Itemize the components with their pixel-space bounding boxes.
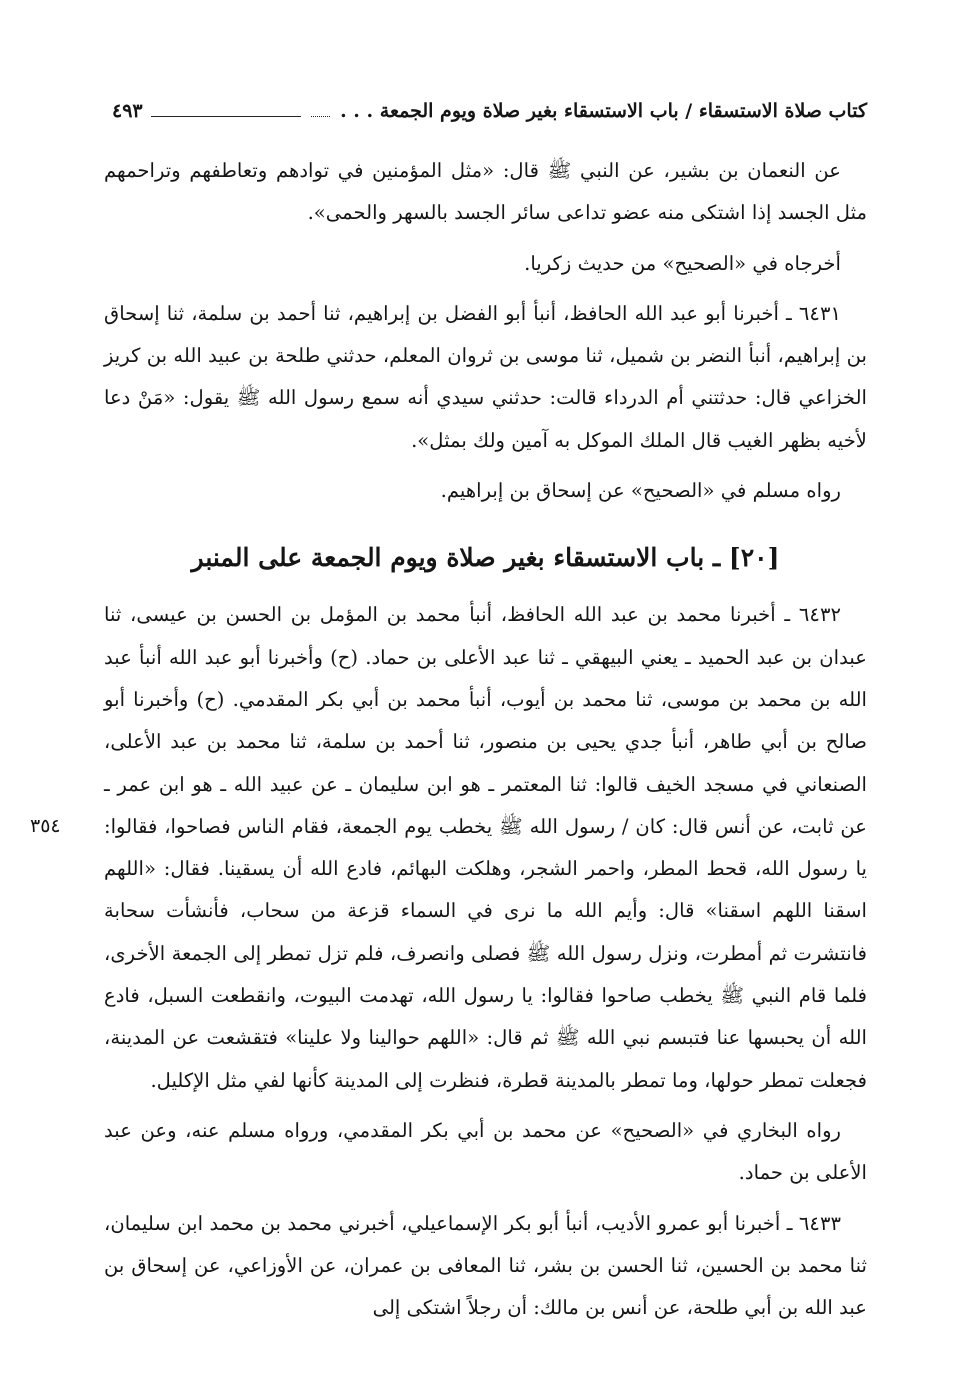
paragraph: أخرجاه في «الصحيح» من حديث زكريا. [524,251,841,275]
page-body [104,150,867,1337]
paragraph: ٦٤٣٣ ـ أخبرنا أبو عمرو الأديب، أنبأ أبو بكر الإسماعيلي، أخبرني محمد بن محمد ابن سليمان، ثنا محمد بن الحسين، ثنا الحسن بن بشر، ثنا المعافى بن عمران، عن الأوزاعي، عن إسحاق بن عبد الله بن أبي طلحة، عن أنس بن مالك: أن رجلاً اشتكى إلى [104,1211,867,1320]
paragraph: رواه مسلم في «الصحيح» عن إسحاق بن إبراهيم. [440,479,841,503]
page-number: ٤٩٣ [112,100,143,122]
paragraph: رواه البخاري في «الصحيح» عن محمد بن أبي بكر المقدمي، ورواه مسلم عنه، وعن عبد الأعلى بن حماد. [104,1118,867,1185]
paragraph: ٦٤٣١ ـ أخبرنا أبو عبد الله الحافظ، أنبأ أبو الفضل بن إبراهيم، ثنا أحمد بن سلمة، ثنا إسحاق بن إبراهيم، أنبأ النضر بن شميل، ثنا موسى بن ثروان المعلم، حدثني طلحة بن عبيد الله بن كريز الخزاعي قال: حدثتني أم الدرداء قالت: حدثني سيدي أنه سمع رسول الله ﷺ يقول: «مَنْ دعا لأخيه بظهر الغيب قال الملك الموكل به آمين ولك بمثل». [104,301,867,452]
paragraph: عن النعمان بن بشير، عن النبي ﷺ قال: «مثل المؤمنين في توادهم وتعاطفهم وتراحمهم مثل الجسد إذا اشتكى منه عضو تداعى سائر الجسد بالسهر والحمى». [104,159,867,225]
paragraph: ٦٤٣٢ ـ أخبرنا محمد بن عبد الله الحافظ، أنبأ محمد بن المؤمل بن الحسن بن عيسى، ثنا عبدان بن عبد الحميد ـ يعني البيهقي ـ ثنا عبد الأعلى بن حماد. (ح) وأخبرنا أبو عبد الله أنبأ عبد الله بن محمد بن موسى، ثنا محمد بن أيوب، أنبأ محمد بن أبي بكر المقدمي. (ح) وأخبرنا أبو صالح بن أبي طاهر، أنبأ جدي يحيى بن منصور، ثنا أحمد بن سلمة، ثنا محمد بن عبد الأعلى، الصنعاني في مسجد الخيف قالوا: ثنا المعتمر ـ هو ابن سليمان ـ عن عبيد الله ـ هو ابن عمر ـ عن ثابت، عن أنس قال: كان / رسول الله ﷺ يخطب يوم الجمعة، فقام الناس فصاحوا، فقالوا: يا رسول الله، قحط المطر، واحمر الشجر، وهلكت البهائم، فادع الله أن يسقينا. فقال: «اللهم اسقنا اللهم اسقنا» قال: وأيم الله ما نرى في السماء قزعة من سحاب، فأنشأت سحابة فانتشرت ثم أمطرت، ونزل رسول الله ﷺ فصلى وانصرف، فلم تزل تمطر إلى الجمعة الأخرى، فلما قام النبي ﷺ يخطب صاحوا فقالوا: يا رسول الله، تهدمت البيوت، وانقطعت السبل، فادع الله أن يحبسها عنا فتبسم نبي الله ﷺ ثم قال: «اللهم حوالينا ولا علينا» فتقشعت عن المدينة، فجعلت تمطر حولها، وما تمطر بالمدينة قطرة، فنظرت إلى المدينة كأنها لفي مثل الإكليل. [104,603,867,1092]
header-dotted-rule [311,106,330,117]
margin-page-reference: ٣٥٤ [30,815,61,837]
page-header [112,96,867,126]
section-heading: [٢٠] ـ باب الاستسقاء بغير صلاة ويوم الجمعة على المنبر [191,543,780,573]
header-solid-rule [151,106,301,117]
running-title: كتاب صلاة الاستسقاء / باب الاستسقاء بغير صلاة ويوم الجمعة . . . [340,100,867,122]
